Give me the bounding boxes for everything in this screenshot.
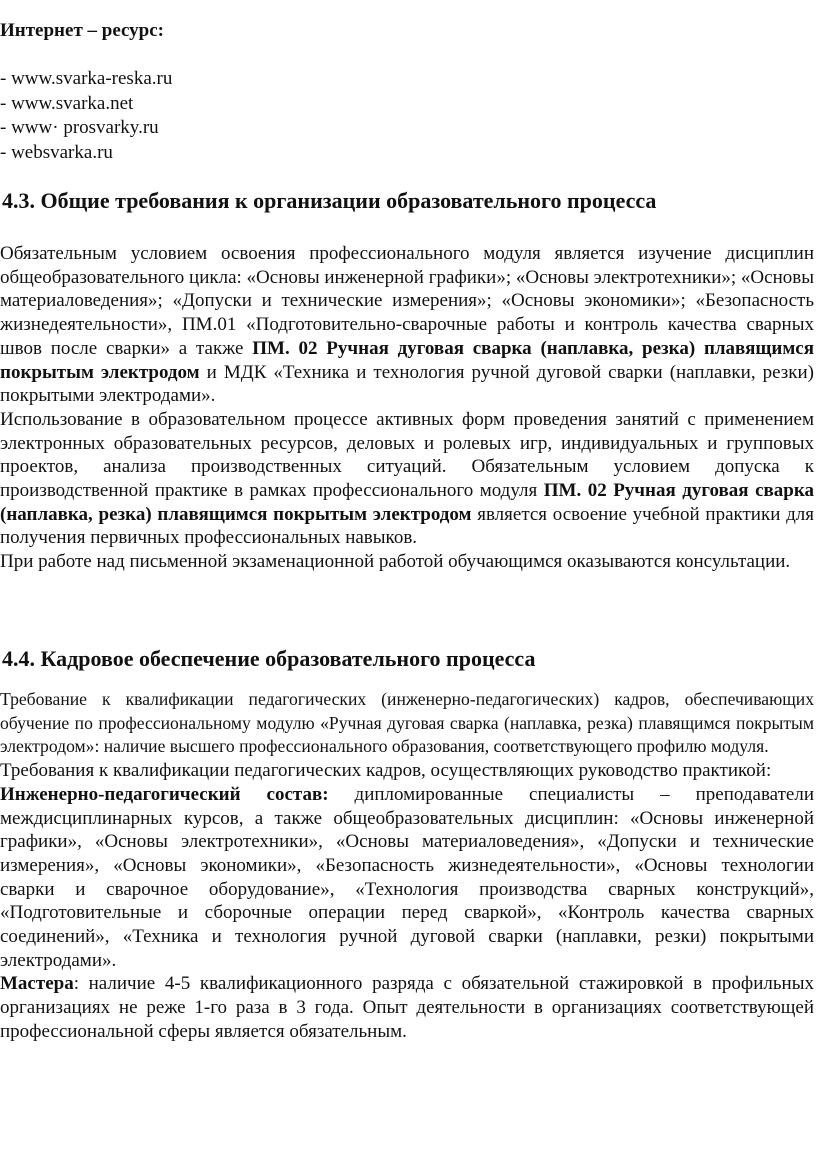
paragraph-text: и МДК «Техника и технология ручной дуговой сварки (наплавки, резки) покрытыми электродами». [0,361,814,407]
internet-resources-list [0,67,814,165]
paragraph [0,783,814,973]
list-item: - www.svarka.net [0,92,134,114]
list-item: - www· prosvarky.ru [0,117,159,138]
section-4-4-body [0,688,814,1044]
section-4-3-title: 4.3. Общие требования к организации образовательного процесса [2,188,657,213]
paragraph-bold-label: Мастера [0,973,74,995]
internet-resources-heading: Интернет – ресурс: [0,20,165,41]
section-4-3-body [0,242,814,574]
paragraph: Требование к квалификации педагогических (инженерно-педагогических) кадров, обеспечивающих обучение по профессиональному модулю «Ручная дуговая сварка (наплавка, резка) плавящимся покрытым электродом»: наличие высшего профессионального образования, соответствующего профилю модуля. [0,689,814,757]
paragraph: При работе над письменной экзаменационной работой обучающимся оказываются консультации. [0,551,791,573]
paragraph-bold-label: Инженерно-педагогический состав: [0,783,329,805]
paragraph-text: Обязательным условием освоения профессионального модуля является изучение дисциплин общеобразовательного цикла: «Основы инженерной графики»; «Основы электротехники»; «Основы материаловедения»; «Допуски и технические измерения»; «Основы экономики»; «Безопасность жизнедеятельности», ПМ.01 «Подготовительно-сварочные работы и контроль качества сварных швов после сварки» а также [0,243,814,359]
paragraph [0,408,814,550]
paragraph-bold-text: ПМ. 02 Ручная дуговая сварка (наплавка, резка) плавящимся покрытым электродом [0,480,814,525]
paragraph [0,242,814,408]
list-item: - www.svarka-reska.ru [0,68,173,89]
list-item: - websvarka.ru [0,141,113,163]
paragraph-bold-text: ПМ. 02 Ручная дуговая сварка (наплавка, резка) плавящимся покрытым электродом [0,337,814,383]
section-4-4-title: 4.4. Кадровое обеспечение образовательного процесса [2,646,536,671]
paragraph-text: Использование в образовательном процессе активных форм проведения занятий с применением электронных образовательных ресурсов, деловых и ролевых игр, индивидуальных и групповых проектов, анализа производственных ситуаций. Обязательным условием допуска к производственной практике в рамках профессионального модуля [0,408,814,502]
paragraph-text: дипломированные специалисты – преподаватели междисциплинарных курсов, а также общеобразовательных дисциплин: «Основы инженерной графики», «Основы электротехники», «Основы материаловедения», «Допуски и технические измерения», «Основы экономики», «Безопасность жизнедеятельности», «Основы технологии сварки и сварочное оборудование», «Технология производства сварных конструкций», «Подготовительные и сборочные операции перед сваркой», «Контроль качества сварных соединений», «Техника и технология ручной дуговой сварки (наплавки, резки) покрытыми электродами». [0,783,814,971]
paragraph: Требования к квалификации педагогических кадров, осуществляющих руководство практикой: [0,760,772,782]
paragraph-text: : наличие 4-5 квалификационного разряда с обязательной стажировкой в профильных организациях не реже 1-го раза в 3 года. Опыт деятельности в организациях соответствующей профессиональной сферы является обязательным. [0,973,814,1042]
paragraph [0,972,814,1043]
paragraph-text: является освоение учебной практики для получения первичных профессиональных навыков. [0,503,814,549]
